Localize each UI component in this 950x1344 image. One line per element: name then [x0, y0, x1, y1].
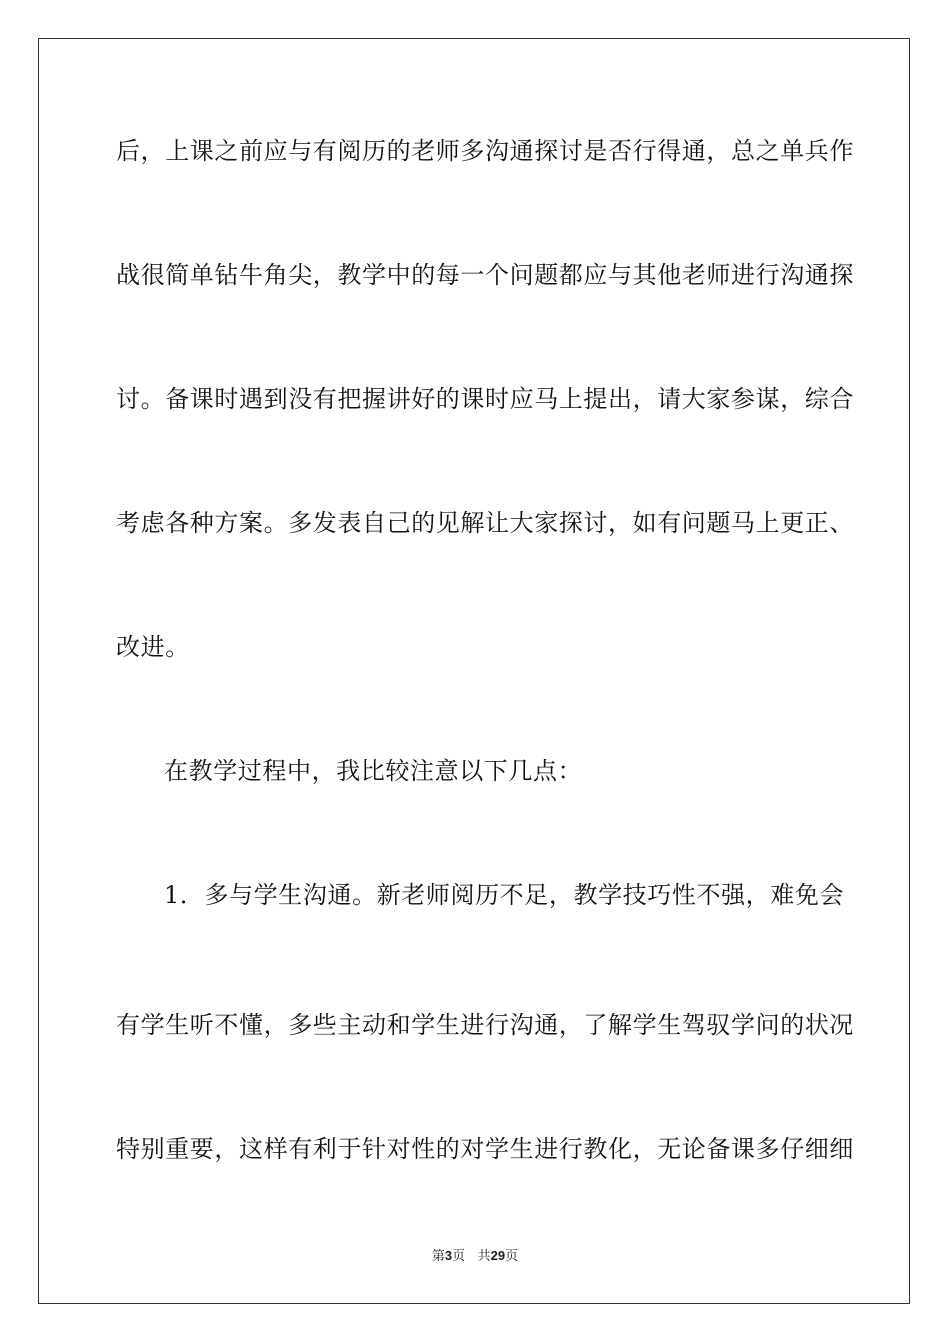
footer-total-prefix: 共	[477, 1249, 491, 1264]
body-text-line-1: 后，上课之前应与有阅历的老师多沟通探讨是否行得通，总之单兵作	[116, 137, 854, 165]
footer-total-pages: 29	[490, 1248, 506, 1263]
body-text-line-4: 考虑各种方案。多发表自己的见解让大家探讨，如有问题马上更正、	[116, 509, 854, 537]
body-text-line-5: 改进。	[116, 633, 190, 661]
body-text-line-2: 战很简单钻牛角尖，教学中的每一个问题都应与其他老师进行沟通探	[116, 261, 854, 289]
page-footer	[0, 1247, 950, 1266]
body-text-line-6: 在教学过程中，我比较注意以下几点：	[164, 757, 583, 785]
body-text-line-7: 1．多与学生沟通。新老师阅历不足，教学技巧性不强，难免会	[164, 881, 845, 909]
footer-page-prefix: 第	[431, 1249, 445, 1264]
body-text-line-9: 特别重要，这样有利于针对性的对学生进行教化，无论备课多仔细细	[116, 1135, 854, 1163]
body-text-line-8: 有学生听不懂，多些主动和学生进行沟通，了解学生驾驭学问的状况	[116, 1011, 854, 1039]
footer-page-suffix: 页	[452, 1249, 466, 1264]
body-text-line-3: 讨。备课时遇到没有把握讲好的课时应马上提出，请大家参谋，综合	[116, 385, 854, 413]
page-border	[38, 38, 910, 1304]
footer-page-number: 3	[444, 1248, 453, 1263]
footer-total-suffix: 页	[505, 1249, 519, 1264]
